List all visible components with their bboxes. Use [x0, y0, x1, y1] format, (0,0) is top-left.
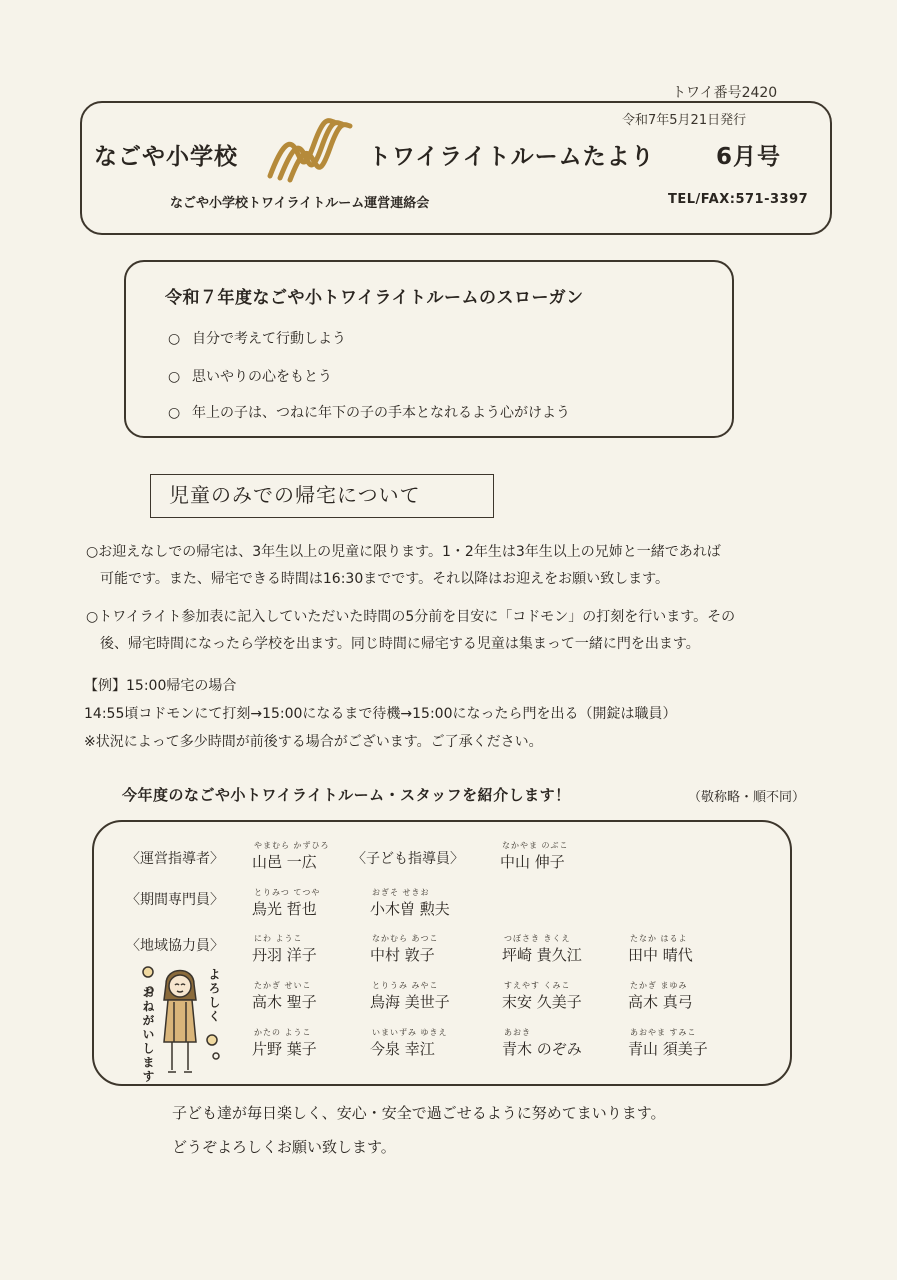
- name-reading: すえやす くみこ: [504, 981, 571, 990]
- organizer-name: なごや小学校トワイライトルーム運営連絡会: [170, 196, 430, 211]
- timing-note: ※状況によって多少時間が前後する場合がございます。ご了承ください。: [84, 734, 543, 750]
- staff-name: 高木 真弓: [628, 993, 693, 1011]
- name-reading: いまいずみ ゆきえ: [372, 1028, 448, 1037]
- issue-date: 令和7年5月21日発行: [622, 113, 747, 128]
- serial-number: トワイ番号2420: [672, 85, 778, 101]
- circle-bullet-icon: ○: [168, 369, 181, 385]
- name-reading: なかやま のぶこ: [502, 841, 569, 850]
- circle-bullet-icon: ○: [168, 331, 181, 347]
- staff-name: 末安 久美子: [502, 993, 582, 1011]
- circle-bullet-icon: ○: [168, 405, 181, 421]
- staff-name: 丹羽 洋子: [252, 946, 317, 964]
- staff-name: 山邑 一広: [252, 853, 317, 871]
- section-heading: 児童のみでの帰宅について: [150, 474, 494, 518]
- role-child-guide: 〈子ども指導員〉: [352, 851, 464, 867]
- role-community: 〈地域協力員〉: [126, 938, 224, 954]
- role-term: 〈期間専門員〉: [126, 892, 224, 908]
- name-reading: やまむら かずひろ: [254, 841, 330, 850]
- name-reading: たかぎ せいこ: [254, 981, 312, 990]
- role-manager: 〈運営指導者〉: [126, 851, 224, 867]
- slogan-item: ○ 年上の子は、つねに年下の子の手本となれるよう心がけよう: [168, 405, 570, 421]
- name-reading: たかぎ まゆみ: [630, 981, 688, 990]
- staff-name: 坪崎 貴久江: [502, 946, 582, 964]
- name-reading: つぼさき きくえ: [504, 934, 571, 943]
- slogan-title: 令和７年度なごや小トワイライトルームのスローガン: [165, 288, 584, 308]
- tel-fax: TEL/FAX:571-3397: [668, 192, 809, 207]
- staff-name: 小木曽 勲夫: [370, 900, 450, 918]
- name-reading: にわ ようこ: [254, 934, 303, 943]
- twilight-logo-icon: [262, 114, 358, 184]
- name-reading: かたの ようこ: [254, 1028, 312, 1037]
- staff-name: 中村 敦子: [370, 946, 435, 964]
- greeting-line: おねがいします: [141, 986, 155, 1084]
- staff-name: 中山 伸子: [500, 853, 565, 871]
- staff-note: （敬称略・順不同）: [688, 790, 806, 805]
- newsletter-title: トワイライトルームたより: [368, 144, 655, 170]
- closing-line: どうぞよろしくお願い致します。: [172, 1138, 396, 1156]
- paragraph-pickup-rule: ○お迎えなしでの帰宅は、3年生以上の児童に限ります。1・2年生は3年生以上の兄姉と一緒であれば 可能です。また、帰宅できる時間は16:30までです。それ以降はお迎えをお願い致します。: [86, 544, 721, 587]
- name-reading: とりうみ みやこ: [372, 981, 439, 990]
- paragraph-checkout-rule: ○トワイライト参加表に記入していただいた時間の5分前を目安に「コドモン」の打刻を行います。その 後、帰宅時間になったら学校を出ます。同じ時間に帰宅する児童は集まって一緒に門を出ます。: [86, 609, 736, 652]
- slogan-item: ○ 自分で考えて行動しよう: [168, 331, 346, 347]
- name-reading: とりみつ てつや: [254, 888, 321, 897]
- issue-month: 6月号: [716, 144, 782, 170]
- staff-name: 高木 聖子: [252, 993, 317, 1011]
- staff-name: 青木 のぞみ: [502, 1040, 582, 1058]
- staff-name: 片野 葉子: [252, 1040, 317, 1058]
- name-reading: たなか はるよ: [630, 934, 688, 943]
- staff-name: 今泉 幸江: [370, 1040, 435, 1058]
- example-text: 14:55頃コドモンにて打刻→15:00になるまで待機→15:00になったら門を出る（開錠は職員）: [84, 706, 677, 722]
- name-reading: あおやま すみこ: [630, 1028, 697, 1037]
- staff-heading: 今年度のなごや小トワイライトルーム・スタッフを紹介します！: [122, 786, 571, 804]
- staff-name: 鳥光 哲也: [252, 900, 317, 918]
- staff-name: 鳥海 美世子: [370, 993, 450, 1011]
- name-reading: なかむら あつこ: [372, 934, 439, 943]
- name-reading: あおき: [504, 1028, 531, 1037]
- name-reading: おぎそ せきお: [372, 888, 430, 897]
- slogan-item: ○ 思いやりの心をもとう: [168, 369, 332, 385]
- staff-name: 田中 晴代: [628, 946, 693, 964]
- closing-line: 子ども達が毎日楽しく、安心・安全で過ごせるように努めてまいります。: [172, 1104, 666, 1122]
- greeting-line: よろしく: [207, 968, 221, 1024]
- school-name: なごや小学校: [94, 144, 238, 170]
- staff-name: 青山 須美子: [628, 1040, 708, 1058]
- example-label: 【例】15:00帰宅の場合: [84, 678, 237, 694]
